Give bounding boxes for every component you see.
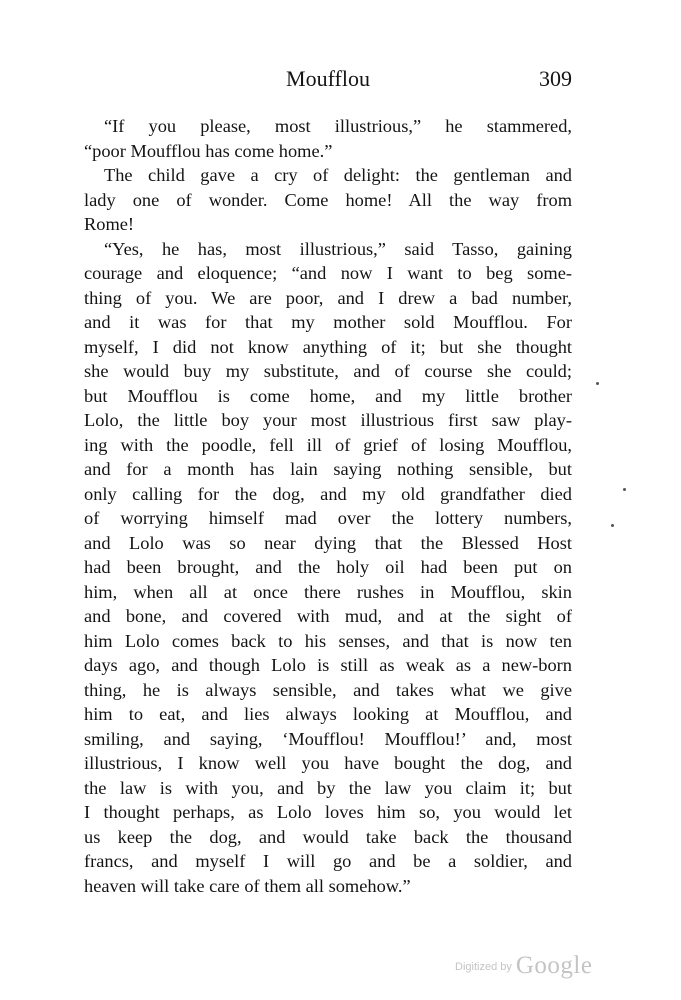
text-line: and bone, and covered with mud, and at the sight of bbox=[84, 606, 572, 626]
scan-speck bbox=[611, 524, 614, 527]
digitized-by-google-watermark bbox=[455, 952, 592, 980]
text-line: “If you please, most illustrious,” he stammered, bbox=[104, 116, 572, 136]
text-line: and for a month has lain saying nothing sensible, but bbox=[84, 459, 572, 479]
text-line: “Yes, he has, most illustrious,” said Tasso, gaining bbox=[104, 238, 572, 259]
text-line: of worrying himself mad over the lottery numbers, bbox=[84, 508, 572, 528]
text-line: and Lolo was so near dying that the Blessed Host bbox=[84, 532, 572, 553]
watermark-prefix: Digitized by bbox=[455, 961, 512, 973]
text-line: ing with the poodle, fell ill of grief of losing Moufflou, bbox=[84, 434, 572, 455]
text-line: myself, I did not know anything of it; but she thought bbox=[84, 336, 572, 357]
text-line: courage and eloquence; “and now I want to beg some- bbox=[84, 263, 572, 283]
text-line: us keep the dog, and would take back the thousand bbox=[84, 826, 572, 847]
text-line: him to eat, and lies always looking at Moufflou, and bbox=[84, 704, 572, 724]
text-line: “poor Moufflou has come home.” bbox=[84, 140, 333, 161]
page-number: 309 bbox=[539, 66, 572, 91]
text-line: only calling for the dog, and my old grandfather died bbox=[84, 483, 572, 504]
text-line: Rome! bbox=[84, 214, 135, 234]
text-line: The child gave a cry of delight: the gentleman and bbox=[104, 165, 572, 185]
scan-speck bbox=[596, 382, 599, 385]
text-line: him Lolo comes back to his senses, and that is now ten bbox=[84, 630, 572, 651]
google-logo: Google bbox=[515, 952, 593, 979]
text-line: thing of you. We are poor, and I drew a bad number, bbox=[84, 287, 572, 308]
text-line: illustrious, I know well you have bought the dog, and bbox=[84, 753, 572, 773]
body-text bbox=[84, 114, 572, 898]
running-head bbox=[84, 64, 572, 94]
text-line: smiling, and saying, ‘Moufflou! Moufflou!’ and, most bbox=[84, 728, 572, 749]
text-line: thing, he is always sensible, and takes what we give bbox=[84, 679, 572, 700]
text-line: days ago, and though Lolo is still as weak as a new-born bbox=[84, 655, 572, 675]
scan-speck bbox=[623, 488, 626, 491]
text-line: the law is with you, and by the law you claim it; but bbox=[84, 777, 572, 798]
text-line: francs, and myself I will go and be a soldier, and bbox=[84, 851, 572, 871]
text-line: him, when all at once there rushes in Moufflou, skin bbox=[84, 581, 572, 602]
running-title: Moufflou bbox=[286, 66, 370, 91]
text-line: she would buy my substitute, and of course she could; bbox=[84, 361, 572, 381]
text-line: Lolo, the little boy your most illustrious first saw play- bbox=[84, 410, 572, 430]
text-line: but Moufflou is come home, and my little brother bbox=[84, 385, 572, 406]
text-line: heaven will take care of them all somehow.” bbox=[84, 875, 411, 896]
text-line: had been brought, and the holy oil had been put on bbox=[84, 557, 572, 577]
text-line: I thought perhaps, as Lolo loves him so, you would let bbox=[84, 802, 572, 822]
text-line: and it was for that my mother sold Moufflou. For bbox=[84, 312, 572, 332]
text-line: lady one of wonder. Come home! All the way from bbox=[84, 189, 572, 210]
